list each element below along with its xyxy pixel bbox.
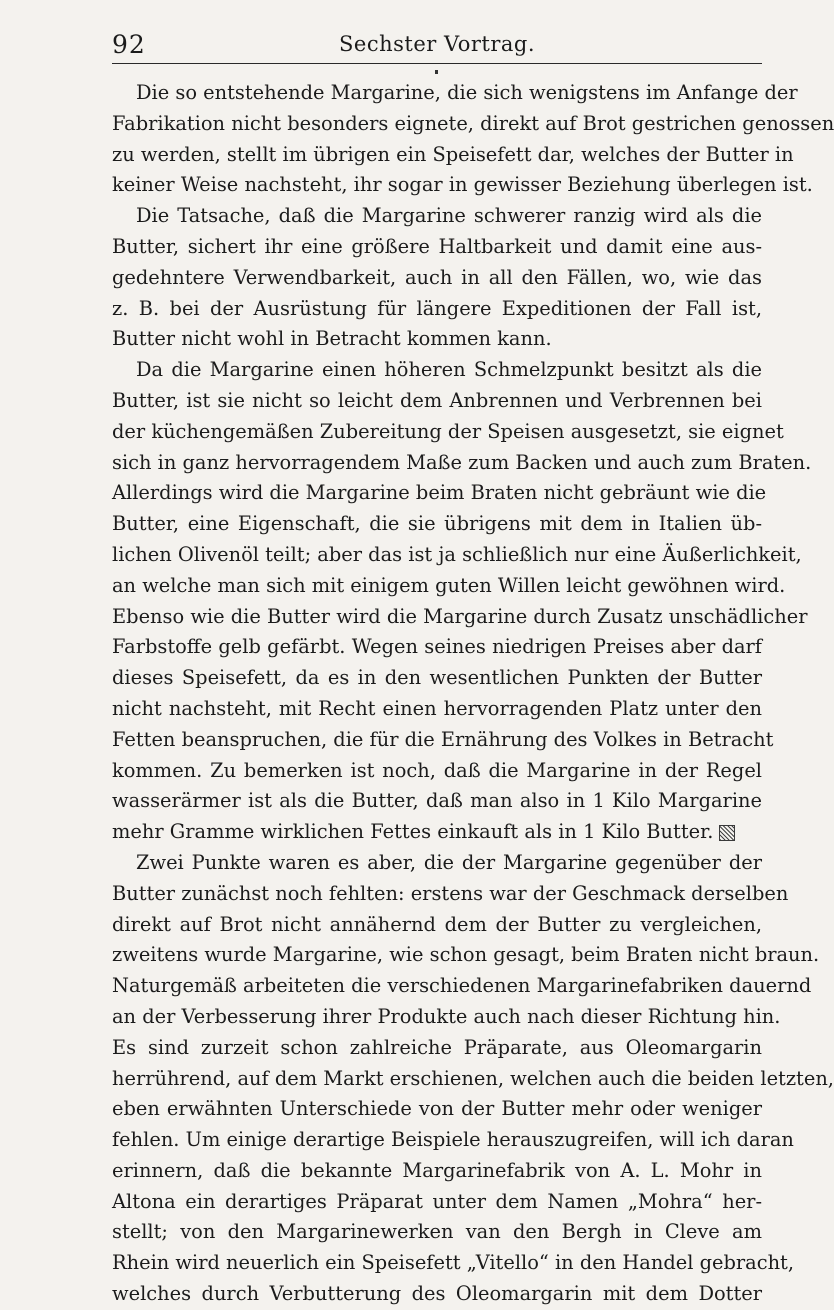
print-mark <box>435 70 438 74</box>
text-line: keiner Weise nachsteht, ihr sogar in gewisser Beziehung überlegen ist. <box>112 173 813 197</box>
text-line: mehr Gramme wirklichen Fettes einkauft als in 1 Kilo Butter. <box>112 820 714 844</box>
text-line: zu werden, stellt im übrigen ein Speisefett dar, welches der Butter in <box>112 142 794 166</box>
page-header <box>112 30 762 66</box>
text-line: Altona ein derartiges Präparat unter dem Namen „Mohra“ her- <box>112 1189 762 1213</box>
running-title: Sechster Vortrag. <box>339 32 535 56</box>
text-line: Farbstoffe gelb gefärbt. Wegen seines niedrigen Preises aber darf <box>112 635 762 659</box>
body-text <box>112 78 834 1310</box>
text-line: Fetten beanspruchen, die für die Ernährung des Volkes in Betracht <box>112 727 774 751</box>
text-line: lichen Olivenöl teilt; aber das ist ja schließlich nur eine Äußerlichkeit, <box>112 542 802 566</box>
text-line: Zwei Punkte waren es aber, die der Margarine gegenüber der <box>136 850 762 874</box>
text-line: stellt; von den Margarinewerken van den Bergh in Cleve am <box>112 1220 762 1244</box>
text-line: der küchengemäßen Zubereitung der Speisen ausgesetzt, sie eignet <box>112 419 784 443</box>
text-line: nicht nachsteht, mit Recht einen hervorragenden Platz unter den <box>112 696 762 720</box>
text-line: an welche man sich mit einigem guten Willen leicht gewöhnen wird. <box>112 573 786 597</box>
text-line: Die so entstehende Margarine, die sich wenigstens im Anfange der <box>136 81 798 104</box>
text-line: eben erwähnten Unterschiede von der Butter mehr oder weniger <box>112 1097 762 1121</box>
text-line: dieses Speisefett, da es in den wesentlichen Punkten der Butter <box>112 666 762 690</box>
text-line: Fabrikation nicht besonders eignete, direkt auf Brot gestrichen genossen <box>112 111 834 135</box>
text-line: an der Verbesserung ihrer Produkte auch nach dieser Richtung hin. <box>112 1004 781 1028</box>
text-line: gedehntere Verwendbarkeit, auch in all den Fällen, wo, wie das <box>112 265 762 289</box>
text-line: Die Tatsache, daß die Margarine schwerer ranzig wird als die <box>136 204 762 228</box>
text-line: herrührend, auf dem Markt erschienen, welchen auch die beiden letzten, <box>112 1066 834 1090</box>
text-line: Es sind zurzeit schon zahlreiche Präparate, aus Oleomargarin <box>112 1035 762 1059</box>
text-line: Butter, ist sie nicht so leicht dem Anbrennen und Verbrennen bei <box>112 388 762 412</box>
text-line: z. B. bei der Ausrüstung für längere Expeditionen der Fall ist, <box>112 296 762 320</box>
text-line: fehlen. Um einige derartige Beispiele herauszugreifen, will ich daran <box>112 1128 794 1152</box>
text-line: Allerdings wird die Margarine beim Braten nicht gebräunt wie die <box>112 481 767 505</box>
text-line: sich in ganz hervorragendem Maße zum Backen und auch zum Braten. <box>112 450 812 474</box>
header-divider <box>112 63 762 64</box>
text-line: Da die Margarine einen höheren Schmelzpunkt besitzt als die <box>136 358 762 382</box>
text-line: zweitens wurde Margarine, wie schon gesagt, beim Braten nicht braun. <box>112 943 820 967</box>
text-line: Ebenso wie die Butter wird die Margarine durch Zusatz unschädlicher <box>112 604 808 628</box>
text-line: Butter zunächst noch fehlten: erstens war der Geschmack derselben <box>112 881 789 905</box>
text-line: Butter, sichert ihr eine größere Haltbarkeit und damit eine aus- <box>112 234 762 258</box>
text-line-with-mark <box>112 817 762 848</box>
library-stamp-icon <box>719 825 735 841</box>
text-line: welches durch Verbutterung des Oleomargarin mit dem Dotter <box>112 1282 762 1306</box>
page-number: 92 <box>112 30 146 59</box>
text-line: Butter, eine Eigenschaft, die sie übrigens mit dem in Italien üb- <box>112 512 762 536</box>
text-line: Rhein wird neuerlich ein Speisefett „Vitello“ in den Handel gebracht, <box>112 1251 795 1275</box>
text-line: kommen. Zu bemerken ist noch, daß die Margarine in der Regel <box>112 758 762 782</box>
text-line: Naturgemäß arbeiteten die verschiedenen Margarinefabriken dauernd <box>112 974 812 998</box>
text-line: Butter nicht wohl in Betracht kommen kann. <box>112 327 552 351</box>
text-line: erinnern, daß die bekannte Margarinefabrik von A. L. Mohr in <box>112 1158 762 1182</box>
text-line: direkt auf Brot nicht annähernd dem der Butter zu vergleichen, <box>112 912 762 936</box>
text-line: wasserärmer ist als die Butter, daß man also in 1 Kilo Margarine <box>112 789 762 813</box>
